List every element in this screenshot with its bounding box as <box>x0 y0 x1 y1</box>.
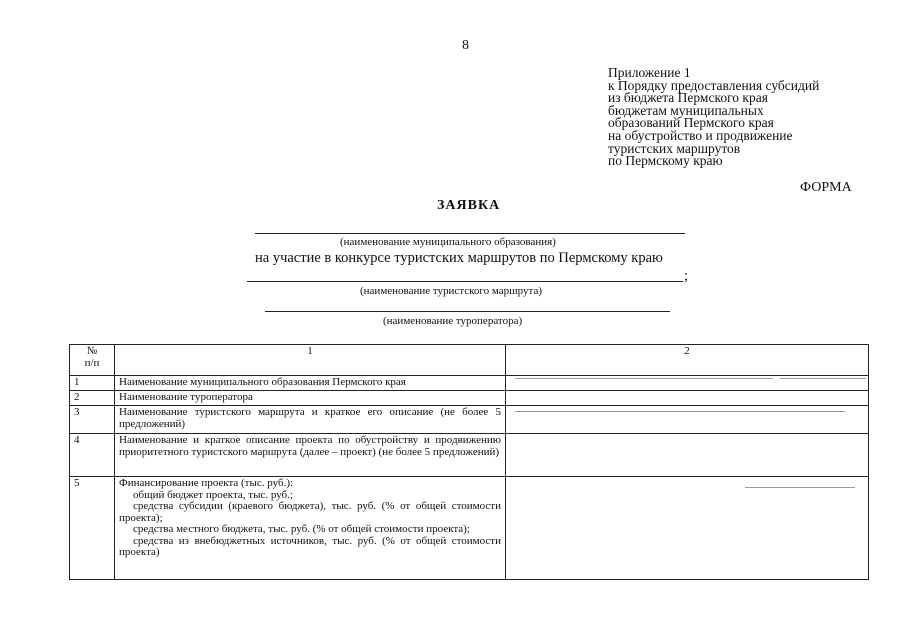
header-number-cell: № п/п <box>70 345 115 376</box>
table-row <box>70 477 869 580</box>
scan-artifact-line <box>780 378 866 379</box>
page-number: 8 <box>462 38 469 53</box>
appendix-line: из бюджета Пермского края <box>608 90 768 106</box>
appendix-line: по Пермскому краю <box>608 153 723 169</box>
table-header-row <box>70 345 869 376</box>
row-description: Наименование и краткое описание проекта по обустройству и продвижению приоритетного туристского маршрута (далее – проект) (не более 5 предложений) <box>115 434 506 477</box>
table-row <box>70 406 869 434</box>
route-line-semicolon: ; <box>684 268 689 284</box>
row-description: Наименование туроператора <box>115 391 506 406</box>
appendix-line: к Порядку предоставления субсидий <box>608 77 820 93</box>
form-label: ФОРМА <box>800 180 852 195</box>
financing-subitem: средства местного бюджета, тыс. руб. (% от общей стоимости проекта); <box>133 523 470 535</box>
appendix-line: образований Пермского края <box>608 115 774 131</box>
contest-participation-text: на участие в конкурсе туристских маршрутов по Пермскому краю <box>255 250 663 266</box>
appendix-line: бюджетам муниципальных <box>608 102 764 118</box>
scan-artifact-line <box>745 487 855 488</box>
row-description: Наименование муниципального образования Пермского края <box>115 376 506 391</box>
municipality-blank-line <box>255 233 685 234</box>
financing-heading: Финансирование проекта (тыс. руб.): <box>119 477 294 489</box>
operator-hint: (наименование туроператора) <box>383 315 523 327</box>
financing-subitem: средства из внебюджетных источников, тыс. руб. (% от общей стоимости проекта) <box>119 534 501 558</box>
financing-subitem: средства субсидии (краевого бюджета), тыс. руб. (% от общей стоимости проекта); <box>119 500 501 524</box>
table-row <box>70 391 869 406</box>
row-number: 2 <box>70 391 115 406</box>
appendix-reference <box>608 67 819 168</box>
header-column-2: 2 <box>506 345 869 376</box>
table-row <box>70 434 869 477</box>
row-value-cell[interactable] <box>506 406 869 434</box>
row-number: 3 <box>70 406 115 434</box>
scan-artifact-line <box>515 411 845 412</box>
financing-subitem: общий бюджет проекта, тыс. руб.; <box>133 488 293 501</box>
row-number: 1 <box>70 376 115 391</box>
route-blank-line <box>247 281 683 282</box>
application-table <box>69 344 869 580</box>
row-description: Наименование туристского маршрута и краткое его описание (не более 5 предложений) <box>115 406 506 434</box>
header-column-1: 1 <box>115 345 506 376</box>
appendix-line: Приложение 1 <box>608 65 691 80</box>
row-value-cell[interactable] <box>506 434 869 477</box>
row-value-cell[interactable] <box>506 391 869 406</box>
route-hint: (наименование туристского маршрута) <box>360 285 542 297</box>
row-number: 5 <box>70 477 115 580</box>
operator-blank-line <box>265 311 670 312</box>
row-number: 4 <box>70 434 115 477</box>
appendix-line: на обустройство и продвижение <box>608 127 793 143</box>
document-title: ЗАЯВКА <box>437 198 501 213</box>
municipality-hint: (наименование муниципального образования) <box>340 236 556 248</box>
appendix-line: туристских маршрутов <box>608 140 741 156</box>
row-description-financing <box>115 477 506 580</box>
row-value-cell[interactable] <box>506 477 869 580</box>
scan-artifact-line <box>515 378 773 379</box>
